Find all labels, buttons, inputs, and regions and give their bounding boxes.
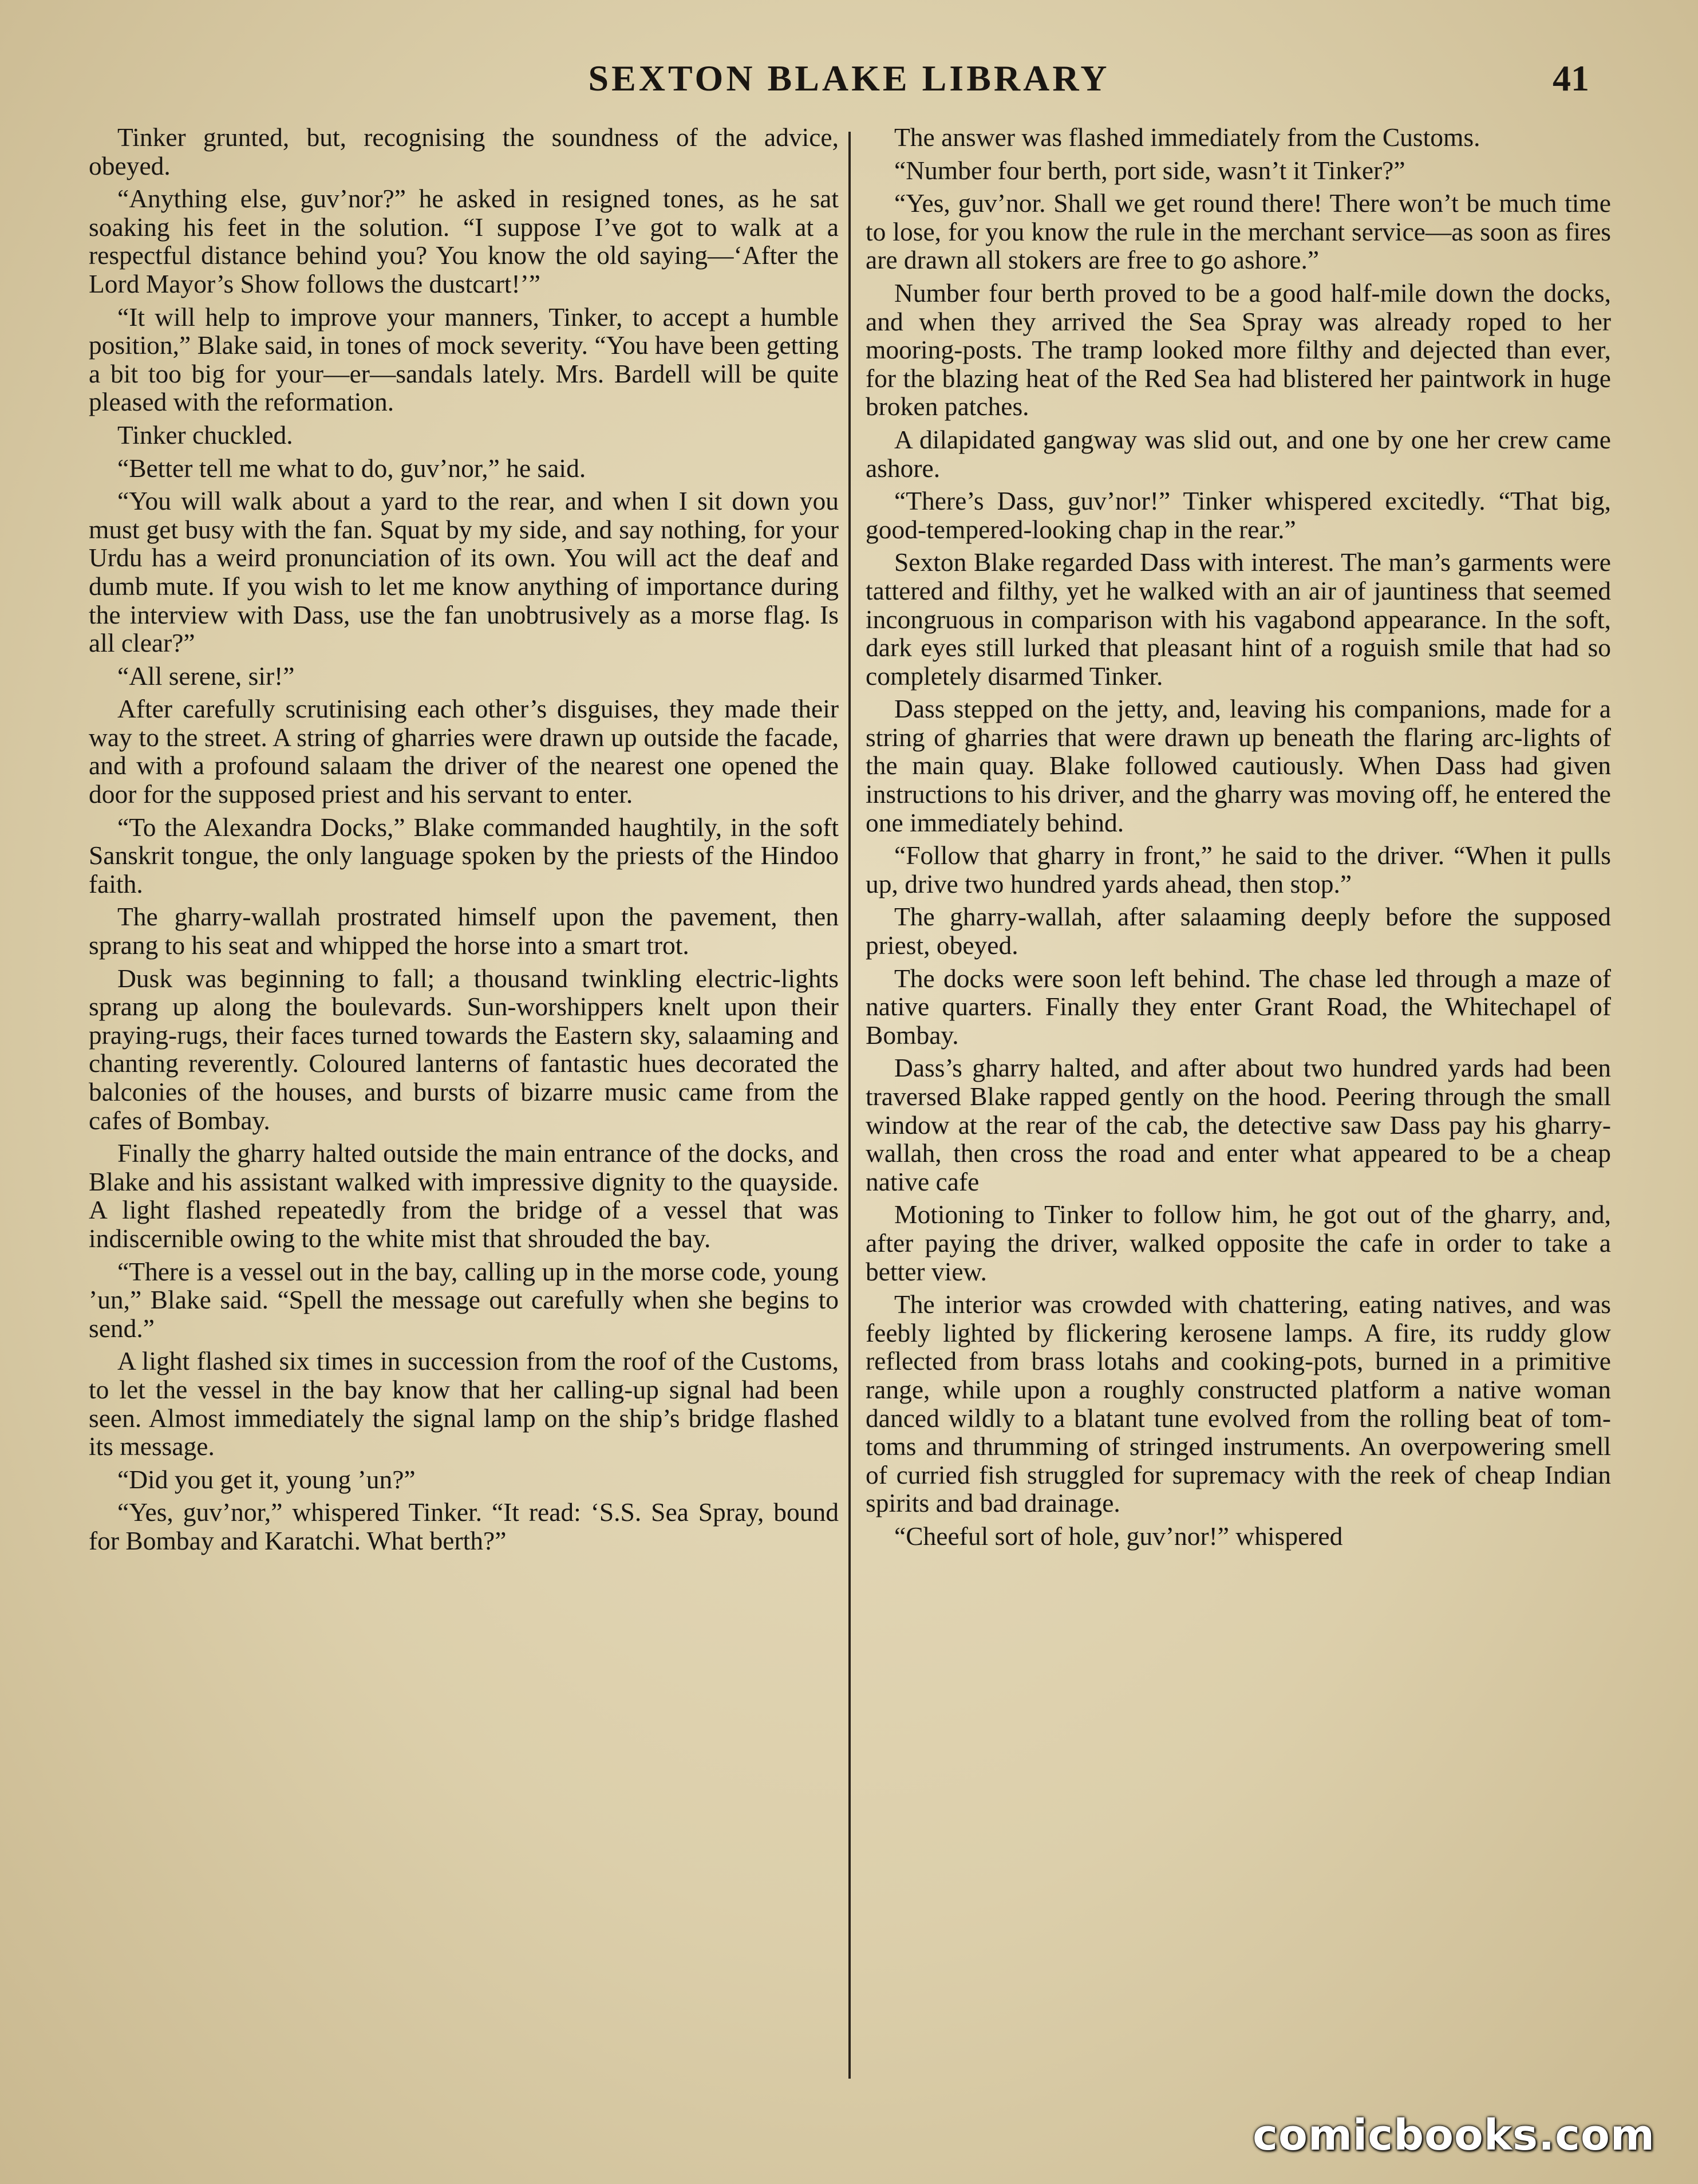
paragraph: “It will help to improve your manners, Tinker, to accept a humble position,” Blake said, in tones of mock severity. “You have been getting a bit too big for your—er—sandals lately. Mrs. Bardell will be quite pleased with the reformation. xyxy=(89,302,839,417)
paragraph: Sexton Blake regarded Dass with interest. The man’s garments were tattered and filthy, yet he walked with an air of jauntiness that seemed incongruous in comparison with his vagabond appearance. In the soft, dark eyes still lurked that pleasant hint of a roguish smile that had so completely disarmed Tinker. xyxy=(866,547,1611,691)
page-number: 41 xyxy=(1553,58,1589,98)
paragraph: “All serene, sir!” xyxy=(117,661,295,691)
right-column xyxy=(866,123,1611,2081)
paragraph: “Cheeful sort of hole, guv’nor!” whispered xyxy=(894,1521,1343,1551)
paragraph: “To the Alexandra Docks,” Blake commanded haughtily, in the soft Sanskrit tongue, the only language spoken by the priests of the Hindoo faith. xyxy=(89,812,839,898)
paragraph: “There’s Dass, guv’nor!” Tinker whispered excitedly. “That big, good-tempered-looking chap in the rear.” xyxy=(866,486,1611,544)
paragraph: The gharry-wallah prostrated himself upon the pavement, then sprang to his seat and whipped the horse into a smart trot. xyxy=(89,902,839,960)
paragraph: A light flashed six times in succession from the roof of the Customs, to let the vessel in the bay know that her calling-up signal had been seen. Almost immediately the signal lamp on the ship’s bridge flashed its message. xyxy=(89,1346,839,1461)
paragraph: “Did you get it, young ’un?” xyxy=(117,1464,416,1494)
paragraph: After carefully scrutinising each other’s disguises, they made their way to the street. A string of gharries were drawn up outside the facade, and with a profound salaam the driver of the nearest one opened the door for the supposed priest and his servant to enter. xyxy=(89,694,839,809)
paragraph: The interior was crowded with chattering, eating natives, and was feebly lighted by flickering kerosene lamps. A fire, its ruddy glow reflected from brass lotahs and cooking-pots, burned in a primitive range, while upon a roughly constructed platform a native woman danced wildly to a blatant tune evolved from the rolling beat of tom-toms and thrumming of stringed instruments. An overpowering smell of curried fish struggled for supremacy with the reek of cheap Indian spirits and bad drainage. xyxy=(866,1290,1611,1518)
running-title: SEXTON BLAKE LIBRARY xyxy=(588,58,1110,98)
page-header xyxy=(0,57,1698,109)
paragraph: Tinker grunted, but, recognising the soundness of the advice, obeyed. xyxy=(89,123,839,180)
paragraph: The docks were soon left behind. The chase led through a maze of native quarters. Finally they enter Grant Road, the Whitechapel of Bombay. xyxy=(866,963,1611,1050)
paragraph: “Better tell me what to do, guv’nor,” he said. xyxy=(117,453,586,483)
paragraph: “You will walk about a yard to the rear, and when I sit down you must get busy with the fan. Squat by my side, and say nothing, for your Urdu has a weird pronunciation of its own. You will act the deaf and dumb mute. If you wish to let me know anything of importance during the interview with Dass, use the fan unobtrusively as a morse flag. Is all clear?” xyxy=(89,486,839,658)
paragraph: Motioning to Tinker to follow him, he got out of the gharry, and, after paying the driver, walked opposite the cafe in order to take a better view. xyxy=(866,1200,1611,1286)
paragraph: Number four berth proved to be a good half-mile down the docks, and when they arrived the Sea Spray was already roped to her mooring-posts. The tramp looked more filthy and dejected than ever, for the blazing heat of the Red Sea had blistered her paintwork in huge broken patches. xyxy=(866,278,1611,421)
paragraph: “Anything else, guv’nor?” he asked in resigned tones, as he sat soaking his feet in the solution. “I suppose I’ve got to walk at a respectful distance behind you? You know the old saying—‘After the Lord Mayor’s Show follows the dustcart!’” xyxy=(89,184,839,298)
paragraph: Tinker chuckled. xyxy=(117,420,293,450)
paragraph: The gharry-wallah, after salaaming deeply before the supposed priest, obeyed. xyxy=(866,902,1611,960)
paragraph: A dilapidated gangway was slid out, and one by one her crew came ashore. xyxy=(866,424,1611,483)
paragraph: The answer was flashed immediately from the Customs. xyxy=(894,123,1480,152)
paragraph: “Number four berth, port side, wasn’t it Tinker?” xyxy=(894,155,1405,185)
paragraph: Dass stepped on the jetty, and, leaving his companions, made for a string of gharries that were drawn up beneath the flaring arc-lights of the main quay. Blake followed cautiously. When Dass had given instructions to his driver, and the gharry was moving off, he entered the one immediately behind. xyxy=(866,694,1611,837)
paragraph: “Yes, guv’nor. Shall we get round there! There won’t be much time to lose, for you know the rule in the merchant service—as soon as fires are drawn all stokers are free to go ashore.” xyxy=(866,188,1611,275)
paragraph: Dusk was beginning to fall; a thousand twinkling electric-lights sprang up along the boulevards. Sun-worshippers knelt upon their praying-rugs, their faces turned towards the Eastern sky, salaaming and chanting reverently. Coloured lanterns of fantastic hues decorated the balconies of the houses, and bursts of bizarre music came from the cafes of Bombay. xyxy=(89,963,839,1135)
paragraph: “Yes, guv’nor,” whispered Tinker. “It read: ‘S.S. Sea Spray, bound for Bombay and Karatchi. What berth?” xyxy=(89,1497,839,1555)
column-divider xyxy=(848,132,851,2079)
paragraph: Dass’s gharry halted, and after about two hundred yards had been traversed Blake rapped gently on the hood. Peering through the small window at the rear of the cab, the detective saw Dass pay his gharry-wallah, then cross the road and enter what appeared to be a cheap native cafe xyxy=(866,1053,1611,1196)
paragraph: “There is a vessel out in the bay, calling up in the morse code, young ’un,” Blake said. “Spell the message out carefully when she begins to send.” xyxy=(89,1256,839,1343)
paragraph: “Follow that gharry in front,” he said to the driver. “When it pulls up, drive two hundred yards ahead, then stop.” xyxy=(866,841,1611,898)
paragraph: Finally the gharry halted outside the main entrance of the docks, and Blake and his assistant walked with impressive dignity to the quayside. A light flashed repeatedly from the bridge of a vessel that was indiscernible owing to the white mist that shrouded the bay. xyxy=(89,1138,839,1253)
left-column xyxy=(89,123,839,2081)
watermark: comicbooks.com xyxy=(1253,2111,1655,2160)
